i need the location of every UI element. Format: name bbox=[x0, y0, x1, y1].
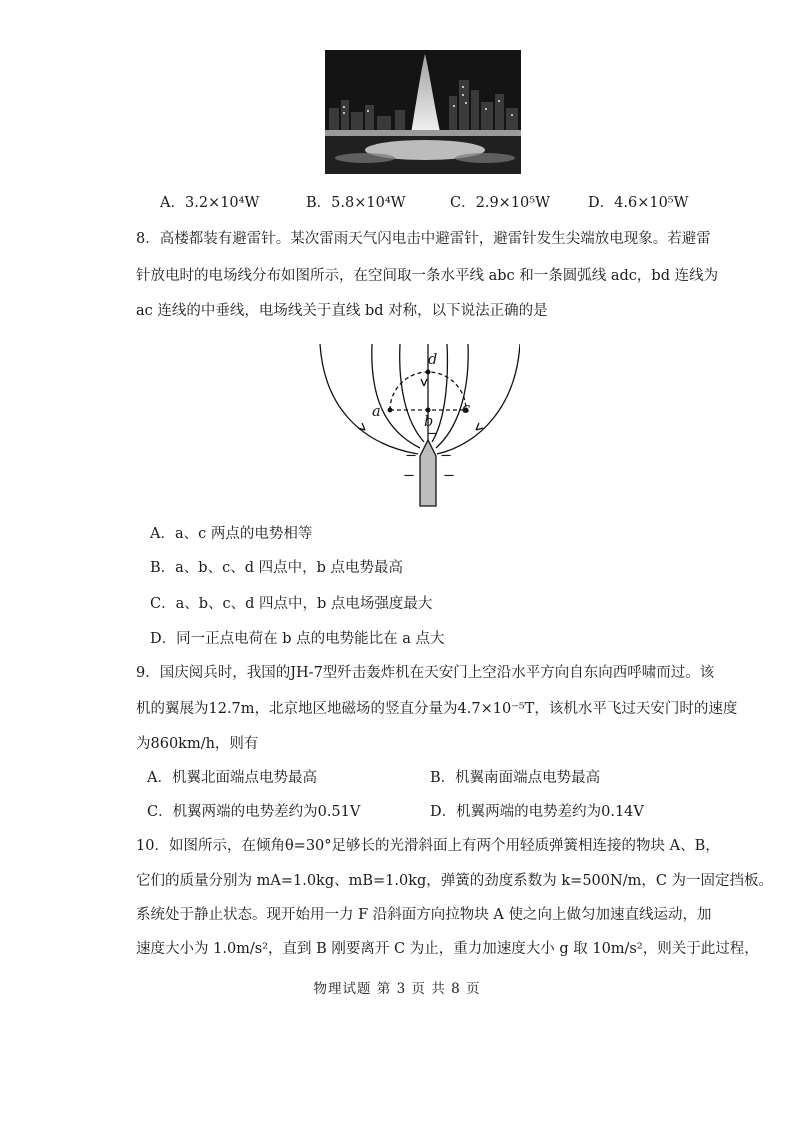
q10-stem-line-4: 速度大小为 1.0m/s²，直到 B 刚要离开 C 为止，重力加速度大小 g 取 10m/s²，则关于此过程， bbox=[136, 941, 759, 957]
q9-stem-line-1: 9．国庆阅兵时，我国的JH-7型歼击轰炸机在天安门上空沿水平方向自东向西呼啸而过。该 bbox=[136, 665, 715, 681]
arrow bbox=[421, 379, 427, 386]
label-minus: − bbox=[440, 448, 453, 464]
q8-stem-line-2: 针放电时的电场线分布如图所示，在空间取一条水平线 abc 和一条圆弧线 adc，bd 连线为 bbox=[136, 268, 719, 284]
page-footer: 物理试题 第 3 页 共 8 页 bbox=[313, 981, 481, 997]
field-line-left-2 bbox=[372, 344, 420, 448]
option-text: 2.9×10⁵W bbox=[475, 195, 550, 211]
option-letter: B． bbox=[306, 195, 332, 211]
lightning-rod bbox=[420, 440, 436, 506]
q8-stem-line-3: ac 连线的中垂线，电场线关于直线 bd 对称，以下说法正确的是 bbox=[136, 303, 548, 319]
option-text: 4.6×10⁵W bbox=[614, 195, 689, 211]
q9-option-b: B．机翼南面端点电势最高 bbox=[430, 770, 601, 786]
q8-option-d: D．同一正点电荷在 b 点的电势能比在 a 点大 bbox=[150, 631, 445, 647]
label-minus: − bbox=[426, 426, 439, 442]
option-letter: C． bbox=[450, 195, 476, 211]
q7-option-b bbox=[306, 191, 406, 212]
label-minus: − bbox=[403, 468, 416, 484]
q9-stem-line-2: 机的翼展为12.7m，北京地区地磁场的竖直分量为4.7×10⁻⁵T，该机水平飞过天安门时的速度 bbox=[136, 701, 738, 717]
q8-option-b: B．a、b、c、d 四点中，b 点电势最高 bbox=[150, 560, 403, 576]
q10-stem-line-3: 系统处于静止状态。现开始用一力 F 沿斜面方向拉物块 A 使之向上做匀加速直线运动，加 bbox=[136, 907, 712, 923]
label-c: c bbox=[462, 401, 471, 417]
q9-stem-line-3: 为860km/h，则有 bbox=[136, 736, 259, 752]
fountain-night-photo bbox=[325, 50, 521, 174]
q8-stem-line-1: 8．高楼都装有避雷针。某次雷雨天气闪电击中避雷针，避雷针发生尖端放电现象。若避雷 bbox=[136, 231, 711, 247]
label-minus: − bbox=[443, 468, 456, 484]
q8-option-a: A．a、c 两点的电势相等 bbox=[150, 526, 313, 542]
option-letter: A． bbox=[160, 195, 185, 211]
q7-option-c bbox=[450, 191, 550, 212]
q10-stem-line-1: 10．如图所示，在倾角θ=30°足够长的光滑斜面上有两个用轻质弹簧相连接的物块 A、B， bbox=[136, 838, 720, 854]
label-b: b bbox=[424, 414, 434, 430]
label-d: d bbox=[428, 352, 438, 368]
option-letter: D． bbox=[588, 195, 615, 211]
arrow bbox=[358, 423, 365, 430]
option-text: 5.8×10⁴W bbox=[331, 195, 406, 211]
option-text: 3.2×10⁴W bbox=[184, 195, 260, 211]
q9-option-c: C．机翼两端的电势差约为0.51V bbox=[147, 804, 361, 820]
q9-option-a: A．机翼北面端点电势最高 bbox=[147, 770, 317, 786]
q7-option-a bbox=[160, 191, 259, 212]
field-line-right-outer bbox=[437, 344, 520, 454]
field-lines-figure bbox=[300, 336, 520, 512]
q9-option-d: D．机翼两端的电势差约为0.14V bbox=[430, 804, 644, 820]
q7-option-d bbox=[588, 191, 689, 212]
field-line-left-3 bbox=[400, 344, 424, 442]
arrow bbox=[476, 423, 483, 430]
label-a: a bbox=[372, 404, 381, 420]
label-minus: − bbox=[405, 448, 418, 464]
q8-option-c: C．a、b、c、d 四点中，b 点电场强度最大 bbox=[150, 596, 433, 612]
q10-stem-line-2: 它们的质量分别为 mA=1.0kg、mB=1.0kg，弹簧的劲度系数为 k=500N/m，C 为一固定挡板。 bbox=[136, 873, 774, 889]
field-line-right-2 bbox=[436, 344, 471, 448]
